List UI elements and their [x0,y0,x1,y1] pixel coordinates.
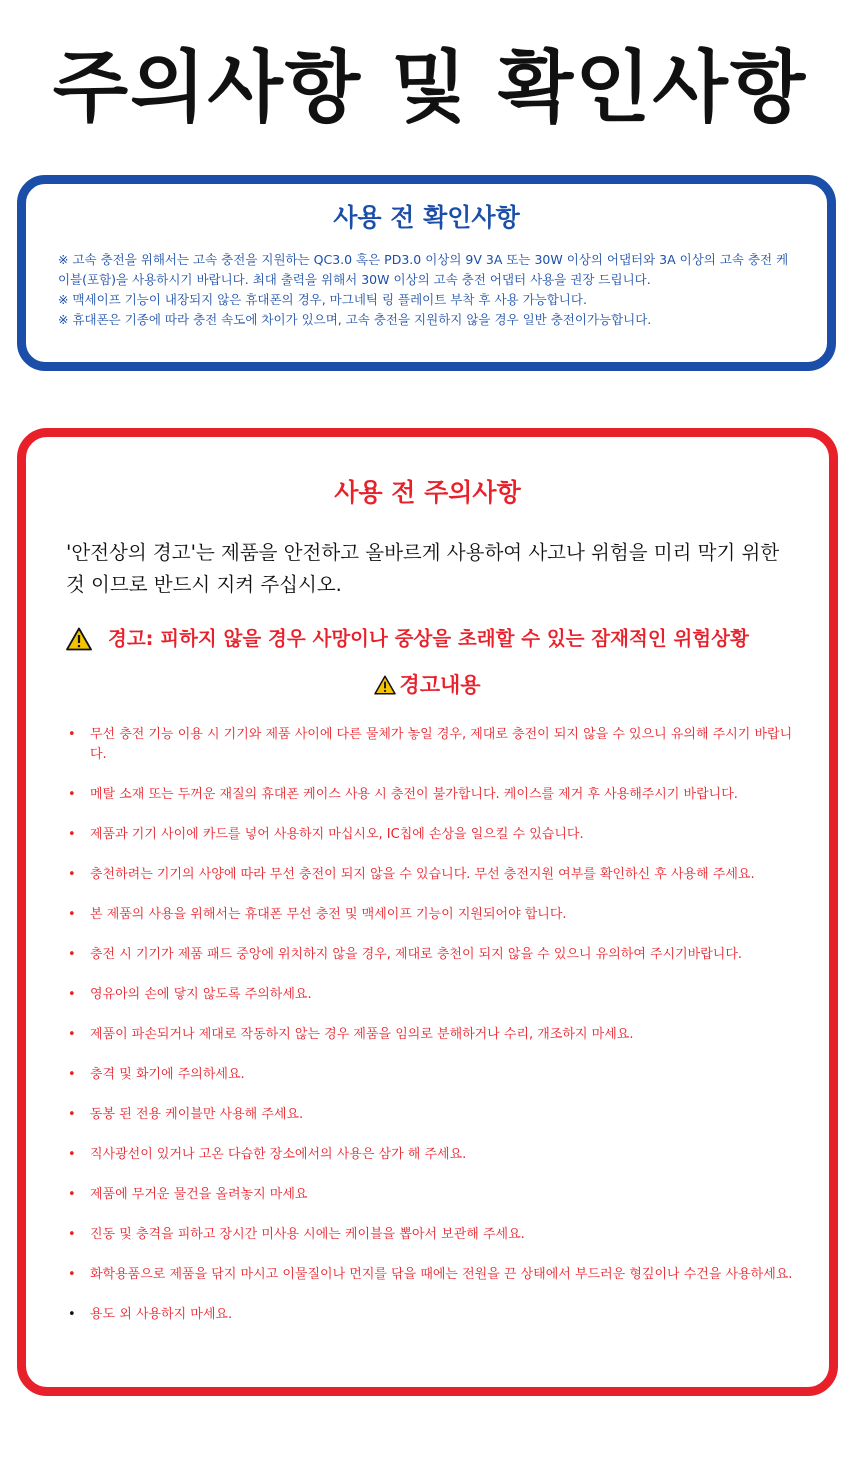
check-box-body [58,250,795,330]
bullet: • [68,987,76,1002]
caution-box [17,428,838,1396]
caution-list [66,725,795,1325]
warning-text: 경고: 피하지 않을 경우 사망이나 중상을 초래할 수 있는 잠재적인 위험상황 [108,627,749,650]
list-item-text: 제품이 파손되거나 제대로 작동하지 않는 경우 제품을 임의로 분해하거나 수리, 개조하지 마세요. [90,1027,634,1042]
list-item [66,985,795,1005]
list-item [66,1305,795,1325]
bullet: • [68,1227,76,1242]
list-item [66,1225,795,1245]
check-line: ※ 고속 충전을 위해서는 고속 충전을 지원하는 QC3.0 혹은 PD3.0 이상의 9V 3A 또는 30W 이상의 어댑터와 3A 이상의 고속 충전 케이블(포함)을 사용하시기 바랍니다. 최대 출력을 위해서 30W 이상의 고속 충전 어댑터 사용을 권장 드립니다. [58,252,789,287]
warning-content-heading [26,669,829,701]
bullet: • [68,1107,76,1122]
list-item-text: 충전 시 기기가 제품 패드 중앙에 위치하지 않을 경우, 제대로 충천이 되지 않을 수 있으니 유의하여 주시기바랍니다. [90,947,743,962]
bullet: • [68,1267,76,1282]
bullet: • [68,907,76,922]
bullet: • [68,787,76,802]
bullet: • [68,1307,76,1322]
list-item-text: 제품과 기기 사이에 카드를 넣어 사용하지 마십시오, IC칩에 손상을 일으킬 수 있습니다. [90,827,584,842]
check-box [17,175,836,371]
list-item-text: 제품에 무거운 물건을 올려놓지 마세요 [90,1187,308,1202]
list-item-text: 본 제품의 사용을 위해서는 휴대폰 무선 충전 및 맥세이프 기능이 지원되어야 합니다. [90,907,567,922]
list-item-text: 진동 및 충격을 피하고 장시간 미사용 시에는 케이블을 뽑아서 보관해 주세요. [90,1227,525,1242]
list-item-text: 직사광선이 있거나 고온 다습한 장소에서의 사용은 삼가 해 주세요. [90,1147,467,1162]
list-item-text: 무선 충전 기능 이용 시 기기와 제품 사이에 다른 물체가 놓일 경우, 제대로 충전이 되지 않을 수 있으니 유의해 주시기 바랍니다. [90,727,793,762]
list-item-text: 동봉 된 전용 케이블만 사용해 주세요. [90,1107,304,1122]
bullet: • [68,1067,76,1082]
list-item [66,1145,795,1165]
list-item [66,905,795,925]
list-item-text: 용도 외 사용하지 마세요. [90,1307,233,1322]
list-item [66,945,795,965]
bullet: • [68,727,76,742]
warning-triangle-icon [374,675,396,695]
warning-triangle-icon [66,627,92,651]
list-item [66,1025,795,1045]
list-item-text: 충격 및 화기에 주의하세요. [90,1067,245,1082]
list-item [66,785,795,805]
check-line: ※ 맥세이프 기능이 내장되지 않은 휴대폰의 경우, 마그네틱 링 플레이트 부착 후 사용 가능합니다. [58,292,587,307]
list-item [66,865,795,885]
list-item [66,825,795,845]
list-item-text: 메탈 소재 또는 두꺼운 재질의 휴대폰 케이스 사용 시 충전이 불가합니다. 케이스를 제거 후 사용해주시기 바랍니다. [90,787,738,802]
bullet: • [68,1027,76,1042]
check-line: ※ 휴대폰은 기종에 따라 충전 속도에 차이가 있으며, 고속 충전을 지원하지 않을 경우 일반 충전이가능합니다. [58,312,652,327]
warning-content-title: 경고내용 [399,673,481,697]
bullet: • [68,1147,76,1162]
list-item [66,1105,795,1125]
warning-line [66,623,829,655]
bullet: • [68,867,76,882]
list-item [66,725,795,765]
bullet: • [68,947,76,962]
list-item [66,1065,795,1085]
list-item-text: 화학용품으로 제품을 닦지 마시고 이물질이나 먼지를 닦을 때에는 전원을 끈 상태에서 부드러운 형깊이나 수건을 사용하세요. [90,1267,793,1282]
caution-intro: '안전상의 경고'는 제품을 안전하고 올바르게 사용하여 사고나 위험을 미리 막기 위한 것 이므로 반드시 지켜 주십시오. [66,541,780,596]
caution-box-title: 사용 전 주의사항 [334,478,521,507]
page-title: 주의사항 및 확인사항 [52,43,808,133]
check-box-title: 사용 전 확인사항 [333,203,520,232]
bullet: • [68,1187,76,1202]
list-item-text: 충천하려는 기기의 사양에 따라 무선 충전이 되지 않을 수 있습니다. 무선 충전지원 여부를 확인하신 후 사용해 주세요. [90,867,755,882]
list-item [66,1265,795,1285]
list-item-text: 영유아의 손에 닿지 않도록 주의하세요. [90,987,312,1002]
bullet: • [68,827,76,842]
list-item [66,1185,795,1205]
